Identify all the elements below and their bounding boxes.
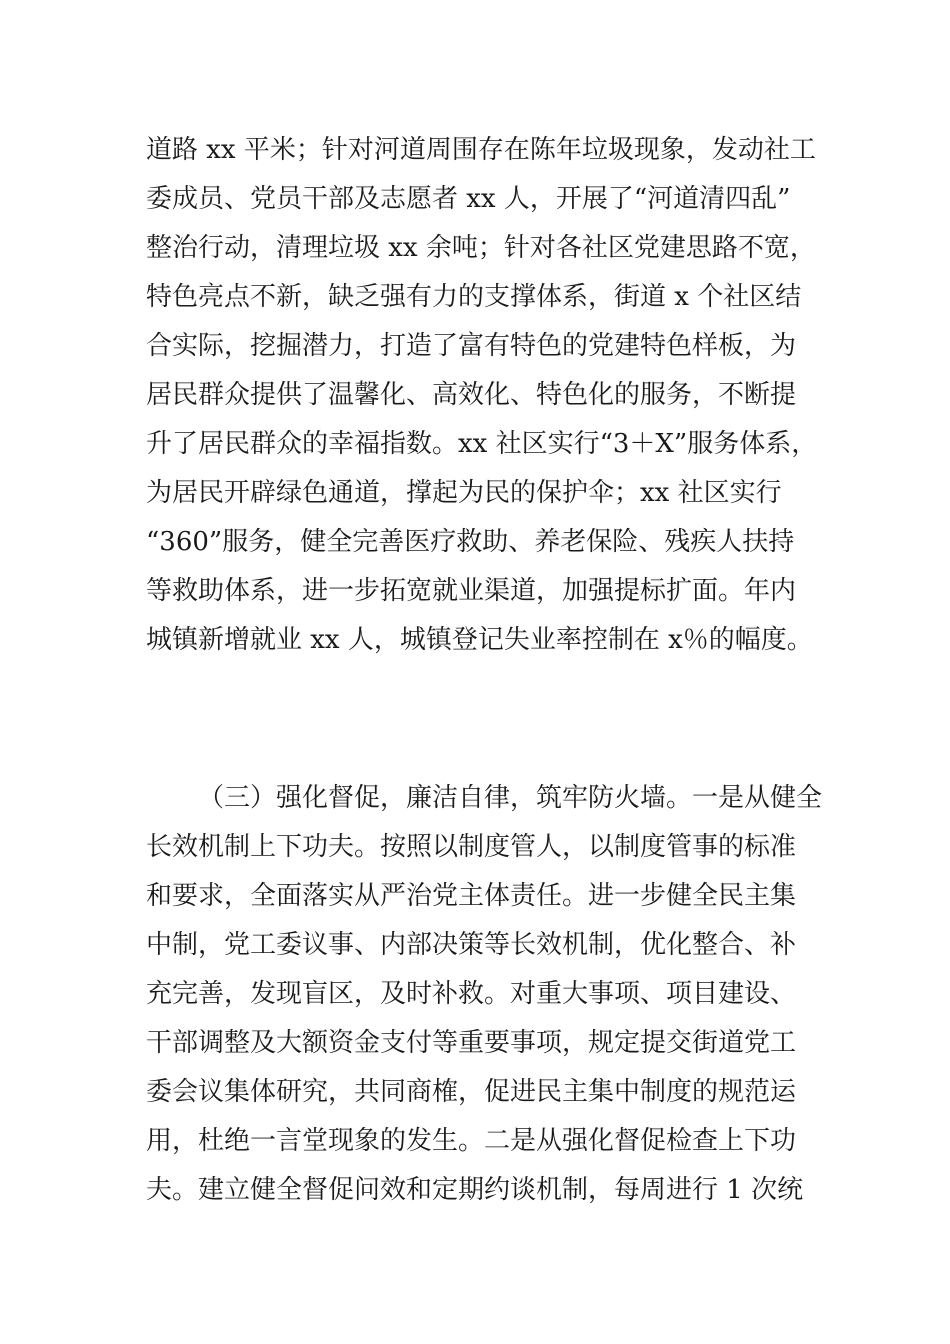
text-line: 道路 xx 平米；针对河道周围存在陈年垃圾现象，发动社工	[146, 135, 816, 165]
section-heading-line: （三）强化督促，廉洁自律，筑牢防火墙。一是从健全	[198, 783, 823, 813]
text-line: 合实际，挖掘潜力，打造了富有特色的党建特色样板，为	[146, 331, 797, 361]
text-line: 充完善，发现盲区，及时补救。对重大事项、项目建设、	[146, 979, 797, 1009]
text-line: 长效机制上下功夫。按照以制度管人，以制度管事的标准	[146, 832, 797, 862]
text-line: 城镇新增就业 xx 人，城镇登记失业率控制在 x％的幅度。	[146, 625, 813, 655]
text-line: 居民群众提供了温馨化、高效化、特色化的服务，不断提	[146, 380, 797, 410]
text-line: 中制，党工委议事、内部决策等长效机制，优化整合、补	[146, 930, 797, 960]
text-line: 和要求，全面落实从严治党主体责任。进一步健全民主集	[146, 881, 797, 911]
text-line: “360”服务，健全完善医疗救助、养老保险、残疾人扶持	[146, 527, 795, 557]
text-line: 用，杜绝一言堂现象的发生。二是从强化督促检查上下功	[146, 1126, 797, 1156]
text-line: 委成员、党员干部及志愿者 xx 人，开展了“河道清四乱”	[146, 184, 791, 214]
text-line: 特色亮点不新，缺乏强有力的支撑体系，街道 x 个社区结	[146, 282, 802, 312]
text-line: 委会议集体研究，共同商榷，促进民主集中制度的规范运	[146, 1077, 797, 1107]
text-line: 整治行动，清理垃圾 xx 余吨；针对各社区党建思路不宽，	[146, 233, 816, 263]
text-line: 干部调整及大额资金支付等重要事项，规定提交街道党工	[146, 1028, 797, 1058]
text-line: 升了居民群众的幸福指数。xx 社区实行“3＋X”服务体系，	[146, 429, 818, 459]
text-line: 夫。建立健全督促问效和定期约谈机制，每周进行 1 次统	[146, 1175, 804, 1205]
text-line: 等救助体系，进一步拓宽就业渠道，加强提标扩面。年内	[146, 576, 797, 606]
text-line: 为居民开辟绿色通道，撑起为民的保护伞；xx 社区实行	[146, 478, 782, 508]
